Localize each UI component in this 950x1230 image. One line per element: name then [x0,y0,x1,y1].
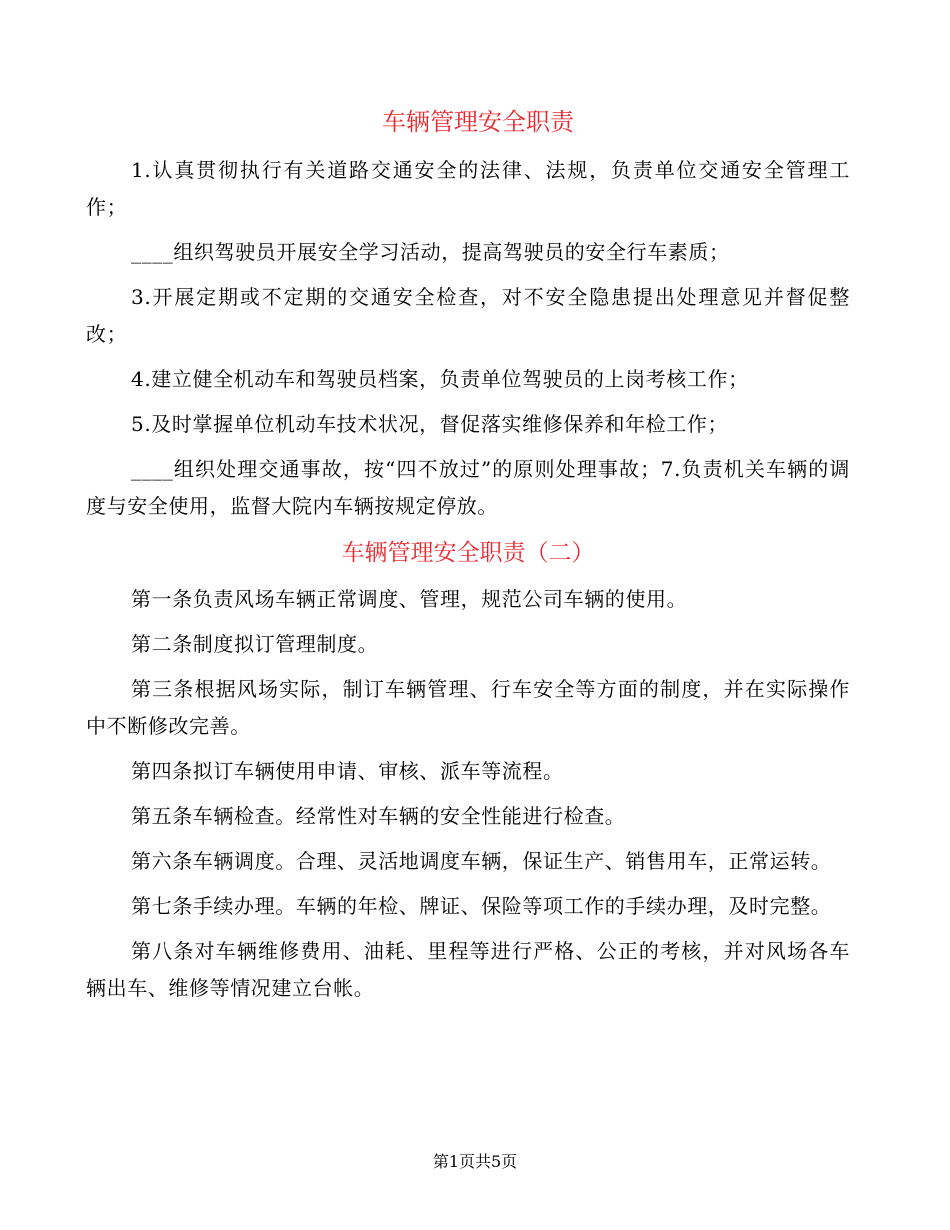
paragraph: 3.开展定期或不定期的交通安全检查，对不安全隐患提出处理意见并督促整改； [86,285,850,346]
paragraph: 1.认真贯彻执行有关道路交通安全的法律、法规，负责单位交通安全管理工作； [86,158,850,219]
paragraph: ____组织处理交通事故，按“四不放过”的原则处理事故；7.负责机关车辆的调度与安全使用，监督大院内车辆按规定停放。 [86,457,850,518]
paragraph: 第七条手续办理。车辆的年检、牌证、保险等项工作的手续办理，及时完整。 [131,894,832,918]
paragraph: 4.建立健全机动车和驾驶员档案，负责单位驾驶员的上岗考核工作； [131,367,749,391]
paragraph: 第八条对车辆维修费用、油耗、里程等进行严格、公正的考核，并对风场各车辆出车、维修等情况建立台帐。 [86,939,850,1000]
paragraph: 第六条车辆调度。合理、灵活地调度车辆，保证生产、销售用车，正常运转。 [131,849,832,873]
document-body [86,100,850,1015]
paragraph: 第三条根据风场实际，制订车辆管理、行车安全等方面的制度，并在实际操作中不断修改完善。 [86,677,850,738]
paragraph: 第一条负责风场车辆正常调度、管理，规范公司车辆的使用。 [131,587,688,611]
page-footer: 第1页共5页 [432,1152,518,1171]
section-title: 车辆管理安全职责（二） [341,540,595,566]
paragraph: 第五条车辆检查。经常性对车辆的安全性能进行检查。 [131,804,626,828]
paragraph: 第二条制度拟订管理制度。 [131,632,379,656]
paragraph: 5.及时掌握单位机动车技术状况，督促落实维修保养和年检工作； [131,412,729,436]
paragraph: ____组织驾驶员开展安全学习活动，提高驾驶员的安全行车素质； [131,240,730,264]
document-title: 车辆管理安全职责 [382,108,574,136]
paragraph: 第四条拟订车辆使用申请、审核、派车等流程。 [131,759,564,783]
